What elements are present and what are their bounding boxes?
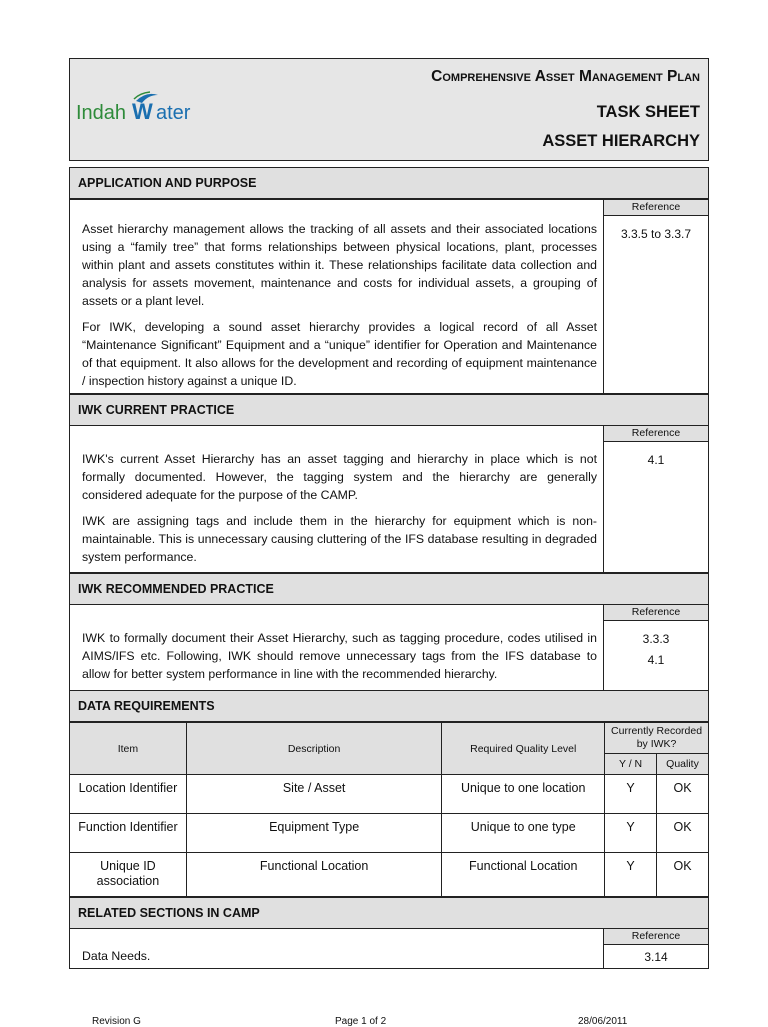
section-heading-related: RELATED SECTIONS IN CAMP: [69, 897, 709, 929]
footer-page-number: Page 1 of 2: [335, 1016, 387, 1027]
cell-yn: Y: [605, 853, 657, 897]
svg-text:W: W: [132, 99, 153, 124]
cell-description: Functional Location: [186, 853, 442, 897]
cell-quality: OK: [657, 853, 709, 897]
reference-column: [603, 605, 708, 690]
section-heading-application: APPLICATION AND PURPOSE: [69, 167, 709, 199]
reference-header: Reference: [604, 200, 708, 216]
task-sheet-label: TASK SHEET: [596, 103, 700, 121]
table-row: [70, 775, 709, 814]
cell-quality: OK: [657, 775, 709, 814]
logo-text-indah: Indah: [76, 102, 127, 124]
section-heading-data-requirements: DATA REQUIREMENTS: [69, 690, 709, 722]
reference-column: [603, 200, 708, 393]
reference-value: 4.1: [647, 453, 665, 467]
paragraph: Asset hierarchy management allows the tracking of all assets and their associated locations using a “family tree” that forms relationships between physical locations, plant, processes within plant and assets constitutes within it. These relationships facilitate data collection and analysis for assets movement, maintenance and costs for individual assets, a grouping of assets or a plant level.: [82, 222, 597, 308]
col-header-item: Item: [70, 723, 187, 775]
cell-quality-level: Unique to one location: [442, 775, 605, 814]
cell-quality: OK: [657, 814, 709, 853]
cell-yn: Y: [605, 775, 657, 814]
cell-quality-level: Functional Location: [442, 853, 605, 897]
paragraph: For IWK, developing a sound asset hierarchy provides a logical record of all Asset “Maintenance Significant” Equipment and a “unique” identifier for Operation and Maintenance of that equipment. It also allows for the development and recording of equipment maintenance / inspection history against a unique ID.: [82, 320, 597, 388]
related-text: Data Needs.: [82, 949, 151, 963]
section-body-recommended: [69, 604, 709, 691]
reference-header: Reference: [604, 929, 708, 945]
indah-water-logo: [76, 91, 196, 125]
col-header-description: Description: [186, 723, 442, 775]
footer-date: 28/06/2011: [578, 1016, 628, 1027]
paragraph: IWK's current Asset Hierarchy has an asset tagging and hierarchy in place which is not formally documented. However, the tagging system and the hierarchy are generally considered adequate for the purpose of the CAMP.: [82, 452, 597, 502]
reference-header: Reference: [604, 426, 708, 442]
section-heading-current: IWK CURRENT PRACTICE: [69, 394, 709, 426]
section-body-application: [69, 199, 709, 394]
reference-column: [603, 929, 708, 968]
data-requirements-table: [69, 722, 709, 897]
document-header: [69, 58, 709, 161]
document-title: Comprehensive Asset Management Plan: [431, 68, 700, 85]
paragraph: IWK are assigning tags and include them in the hierarchy for equipment which is non-maintainable. This is unnecessary causing cluttering of the IFS database resulting in degraded system performance.: [82, 514, 597, 564]
table-row: [70, 853, 709, 897]
cell-item: Location Identifier: [70, 775, 187, 814]
cell-yn: Y: [605, 814, 657, 853]
reference-value: 3.14: [644, 950, 668, 964]
reference-column: [603, 426, 708, 572]
cell-description: Site / Asset: [186, 775, 442, 814]
section-body-related: [69, 928, 709, 969]
section-body-current: [69, 425, 709, 573]
reference-value: 4.1: [647, 653, 665, 667]
col-header-yn: Y / N: [605, 754, 657, 775]
cell-item: Unique ID association: [70, 853, 187, 897]
paragraph: IWK to formally document their Asset Hierarchy, such as tagging procedure, codes utilised in AIMS/IFS etc. Following, IWK should remove unnecessary tags from the IFS database to allow for better system performance in line with the recommended hierarchy.: [82, 631, 597, 681]
footer-revision: Revision G: [92, 1016, 141, 1027]
logo-text-ater: ater: [156, 102, 191, 124]
col-header-quality-level: Required Quality Level: [442, 723, 605, 775]
col-header-recorded: Currently Recorded by IWK?: [605, 723, 709, 754]
asset-hierarchy-label: ASSET HIERARCHY: [542, 132, 700, 150]
table-row: [70, 814, 709, 853]
cell-quality-level: Unique to one type: [442, 814, 605, 853]
reference-value: 3.3.5 to 3.3.7: [620, 227, 692, 241]
reference-value: 3.3.3: [642, 632, 670, 646]
cell-item: Function Identifier: [70, 814, 187, 853]
cell-description: Equipment Type: [186, 814, 442, 853]
col-header-quality: Quality: [657, 754, 709, 775]
reference-header: Reference: [604, 605, 708, 621]
section-heading-recommended: IWK RECOMMENDED PRACTICE: [69, 573, 709, 605]
